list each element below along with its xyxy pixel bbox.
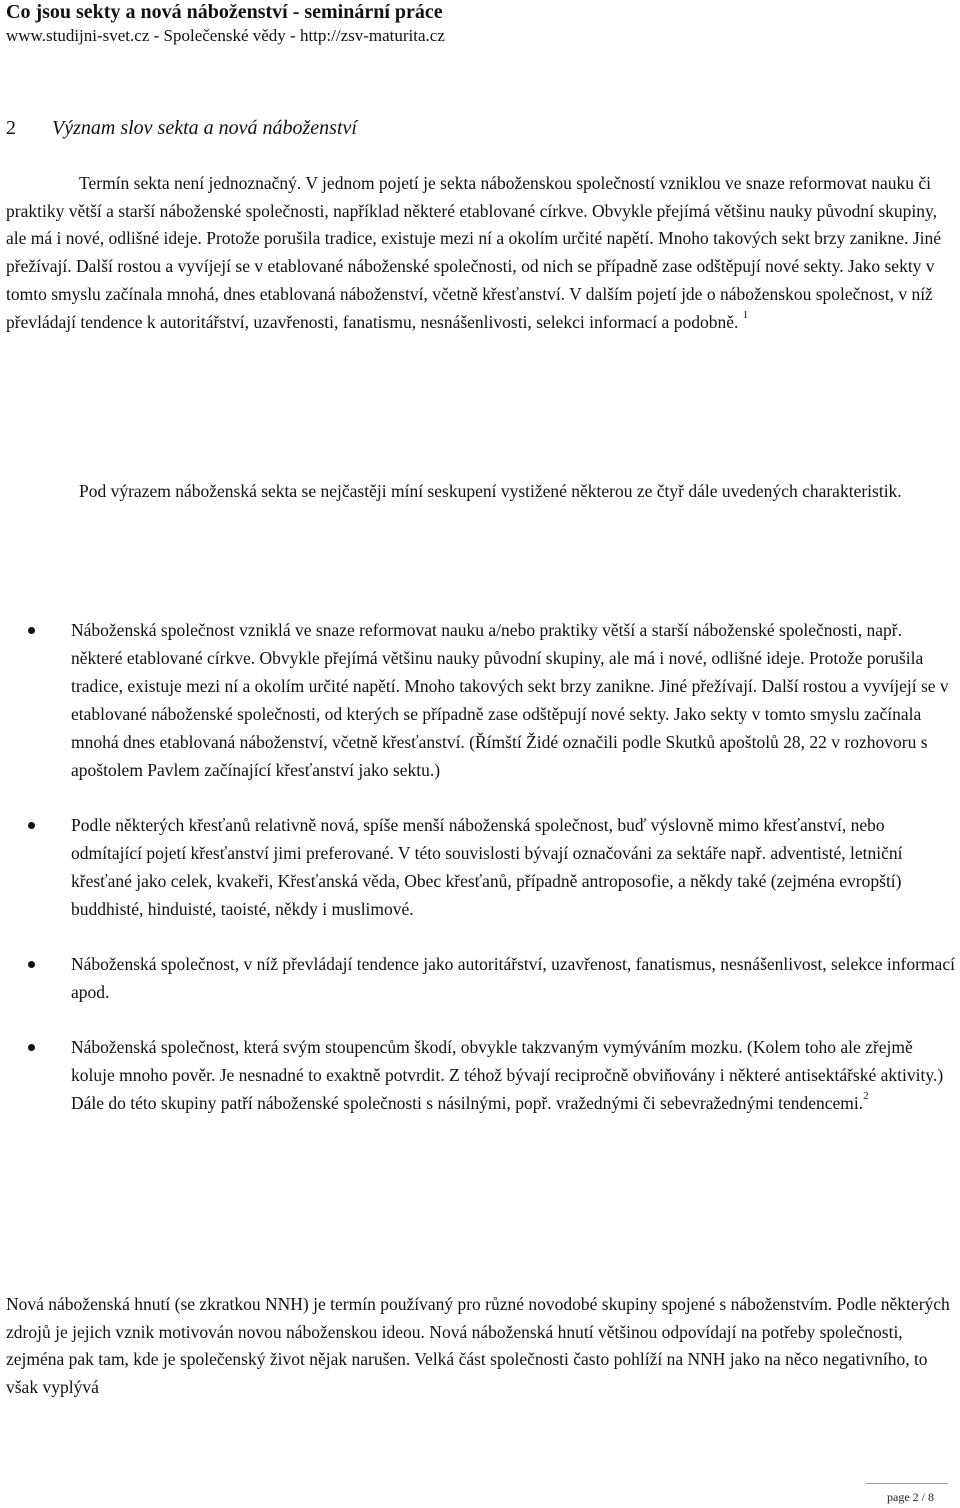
document-title: Co jsou sekty a nová náboženství - seminární práce	[6, 1, 443, 23]
paragraph-text: Nová náboženská hnutí (se zkratkou NNH) je termín používaný pro různé novodobé skupiny spojené s náboženstvím. Podle některých zdrojů je jejich vznik motivován novou náboženskou ideou. Nová náboženská hnutí většinou odpovídají na potřeby společnosti, zejména pak tam, kde je společenský život nějak narušen. Velká část společnosti často pohlíží na NNH jako na něco negativního, to však vyplývá	[6, 1294, 950, 1398]
list-item	[6, 950, 956, 1006]
paragraph-text: Termín sekta není jednoznačný. V jednom pojetí je sekta náboženskou společností vzniklou ve snaze reformovat nauku či praktiky větší a starší náboženské společnosti, například některé etablované církve. Obvykle přejímá většinu nauky původní skupiny, ale má i nové, odlišné ideje. Protože porušila tradice, existuje mezi ní a okolím určité napětí. Mnoho takových sekt brzy zanikne. Jiné přežívají. Další rostou a vyvíjejí se v etablované náboženské společnosti, od nich se případně zase odštěpují nové sekty. Jako sekty v tomto smyslu začínala mnohá, dnes etablovaná náboženství, včetně křesťanství. V dalším pojetí jde o náboženskou společnost, v níž převládají tendence k autoritářství, uzavřenosti, fanatismu, nesnášenlivosti, selekci informací a podobně.	[6, 173, 942, 332]
bullet-icon	[28, 822, 35, 829]
page-number: page 2 / 8	[887, 1490, 934, 1504]
list-item-text: Náboženská společnost, která svým stoupencům škodí, obvykle takzvaným vymýváním mozku. (Kolem toho ale zřejmě koluje mnoho pověr. Je nesnadné to exaktně potvrdit. Z téhož bývají recipročně obviňovány i některé antisektářské aktivity.) Dále do této skupiny patří náboženské společnosti s násilnými, popř. vražednými či sebevražednými tendencemi.	[71, 1037, 944, 1113]
footnote-marker: 1	[742, 308, 749, 321]
section-title: Význam slov sekta a nová náboženství	[52, 117, 357, 139]
list-item	[6, 616, 956, 784]
footnote-marker: 2	[863, 1090, 869, 1102]
list-item	[6, 811, 956, 923]
list-item-text: Podle některých křesťanů relativně nová, spíše menší náboženská společnost, buď výslovně mimo křesťanství, nebo odmítající pojetí křesťanství jimi preferované. V této souvislosti bývají označováni za sektáře např. adventisté, letniční křesťané jako celek, kvakeři, Křesťanská věda, Obec křesťanů, případně antroposofie, a někdy také (zejména evropští) buddhisté, hinduisté, taoisté, někdy i muslimové.	[71, 815, 903, 919]
paragraph-characteristics-intro	[6, 478, 950, 506]
list-item-text: Náboženská společnost vzniklá ve snaze reformovat nauku a/nebo praktiky větší a starší náboženské společnosti, např. některé etablované církve. Obvykle přejímá většinu nauky původní skupiny, ale má i nové, odlišné ideje. Protože porušila tradice, existuje mezi ní a okolím určité napětí. Mnoho takových sekt brzy zanikne. Jiné přežívají. Další rostou a vyvíjejí se v etablované náboženské společnosti, od kterých se případně zase odštěpují nové sekty. Jako sekty v tomto smyslu začínala mnohá dnes etablovaná náboženství, včetně křesťanství. (Římští Židé označili podle Skutků apoštolů 28, 22 v rozhovoru s apoštolem Pavlem začínající křesťanství jako sektu.)	[71, 620, 949, 780]
bullet-icon	[28, 961, 35, 968]
characteristics-list	[6, 616, 956, 1117]
list-item-text: Náboženská společnost, v níž převládají tendence jako autoritářství, uzavřenost, fanatismus, nesnášenlivost, selekce informací apod.	[71, 954, 955, 1002]
paragraph-nnh	[6, 1291, 950, 1402]
bullet-icon	[28, 627, 35, 634]
document-source-line: www.studijni-svet.cz - Společenské vědy - http://zsv-maturita.cz	[6, 26, 445, 45]
list-item	[6, 1033, 956, 1117]
footer-divider	[866, 1483, 948, 1484]
bullet-icon	[28, 1044, 35, 1051]
section-number: 2	[6, 117, 16, 139]
paragraph-sekta-definition	[6, 170, 950, 336]
paragraph-text: Pod výrazem náboženská sekta se nejčastěji míní seskupení vystižené některou ze čtyř dále uvedených charakteristik.	[79, 481, 902, 501]
section-heading	[6, 115, 357, 141]
